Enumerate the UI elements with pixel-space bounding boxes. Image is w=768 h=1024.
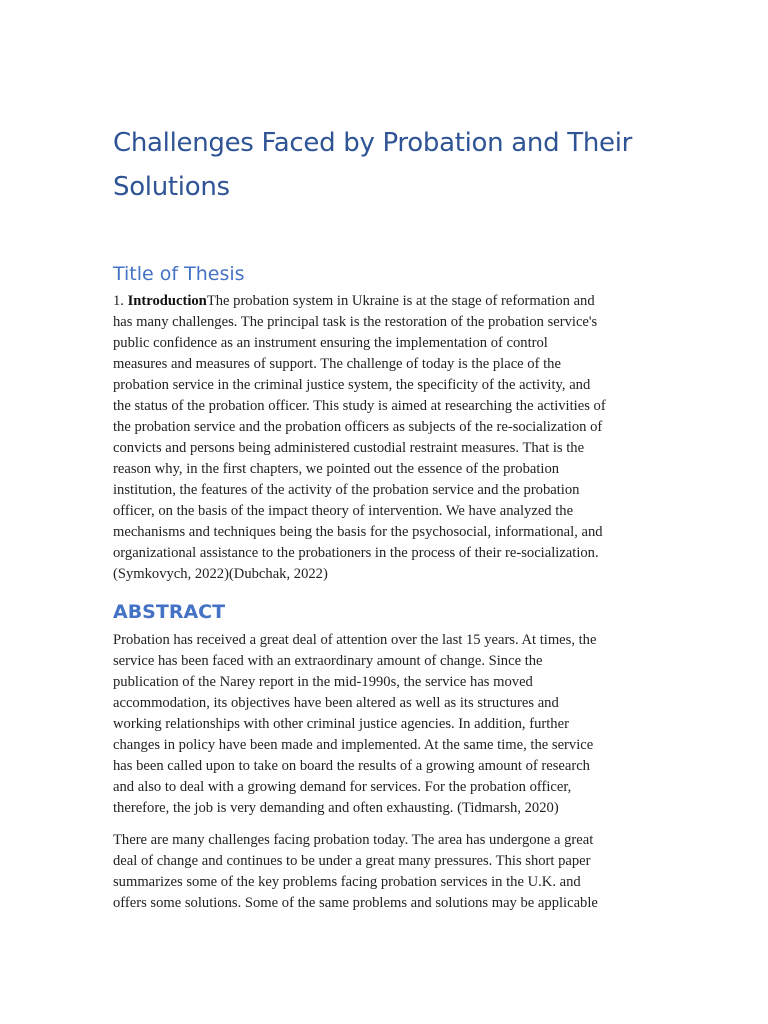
- final-line: deal of change and continues to be under a great many pressures. This short paper: [113, 853, 591, 869]
- document-title: [113, 121, 673, 209]
- intro-line: officer, on the basis of the impact theory of intervention. We have analyzed the: [113, 503, 574, 519]
- abstract-paragraph: [113, 630, 673, 819]
- abstract-line: working relationships with other criminal justice agencies. In addition, further: [113, 716, 569, 732]
- intro-line: measures and measures of support. The challenge of today is the place of the: [113, 356, 561, 372]
- intro-line: institution, the features of the activity of the probation service and the probation: [113, 482, 580, 498]
- abstract-line: publication of the Narey report in the mid-1990s, the service has moved: [113, 674, 533, 690]
- intro-line: public confidence as an instrument ensuring the implementation of control: [113, 335, 548, 351]
- final-line: There are many challenges facing probation today. The area has undergone a great: [113, 832, 594, 848]
- title-line: Challenges Faced by Probation and Their: [113, 128, 633, 158]
- intro-line: mechanisms and techniques being the basis for the psychosocial, informational, and: [113, 524, 603, 540]
- intro-line: convicts and persons being administered custodial restraint measures. That is the: [113, 440, 585, 456]
- thesis-subtitle: Title of Thesis: [113, 263, 245, 285]
- final-line: offers some solutions. Some of the same problems and solutions may be applicable: [113, 895, 598, 911]
- introduction-heading: Introduction: [127, 293, 207, 309]
- abstract-line: therefore, the job is very demanding and often exhausting. (Tidmarsh, 2020): [113, 800, 559, 816]
- intro-first-line: [113, 291, 673, 312]
- abstract-line: Probation has received a great deal of attention over the last 15 years. At times, the: [113, 632, 597, 648]
- final-line: summarizes some of the key problems facing probation services in the U.K. and: [113, 874, 581, 890]
- final-paragraph: [113, 830, 673, 914]
- intro-line: probation service in the criminal justice system, the specificity of the activity, and: [113, 377, 591, 393]
- intro-citation: (Symkovych, 2022)(Dubchak, 2022): [113, 566, 328, 582]
- intro-line-text: The probation system in Ukraine is at the stage of reformation and: [206, 293, 595, 309]
- abstract-line: service has been faced with an extraordinary amount of change. Since the: [113, 653, 543, 669]
- title-line: Solutions: [113, 172, 230, 202]
- section-number: 1.: [113, 293, 128, 309]
- intro-line: reason why, in the first chapters, we pointed out the essence of the probation: [113, 461, 560, 477]
- intro-line: the probation service and the probation officers as subjects of the re-socialization of: [113, 419, 603, 435]
- abstract-line: changes in policy have been made and implemented. At the same time, the service: [113, 737, 594, 753]
- intro-line: the status of the probation officer. This study is aimed at researching the activities of: [113, 398, 606, 414]
- abstract-line: accommodation, its objectives have been altered as well as its structures and: [113, 695, 559, 711]
- abstract-heading: ABSTRACT: [113, 601, 226, 623]
- abstract-line: and also to deal with a growing demand for services. For the probation officer,: [113, 779, 572, 795]
- intro-line: has many challenges. The principal task is the restoration of the probation service's: [113, 314, 598, 330]
- abstract-line: has been called upon to take on board the results of a growing amount of research: [113, 758, 590, 774]
- intro-line: organizational assistance to the probationers in the process of their re-socialization.: [113, 545, 599, 561]
- introduction-paragraph: [113, 291, 673, 585]
